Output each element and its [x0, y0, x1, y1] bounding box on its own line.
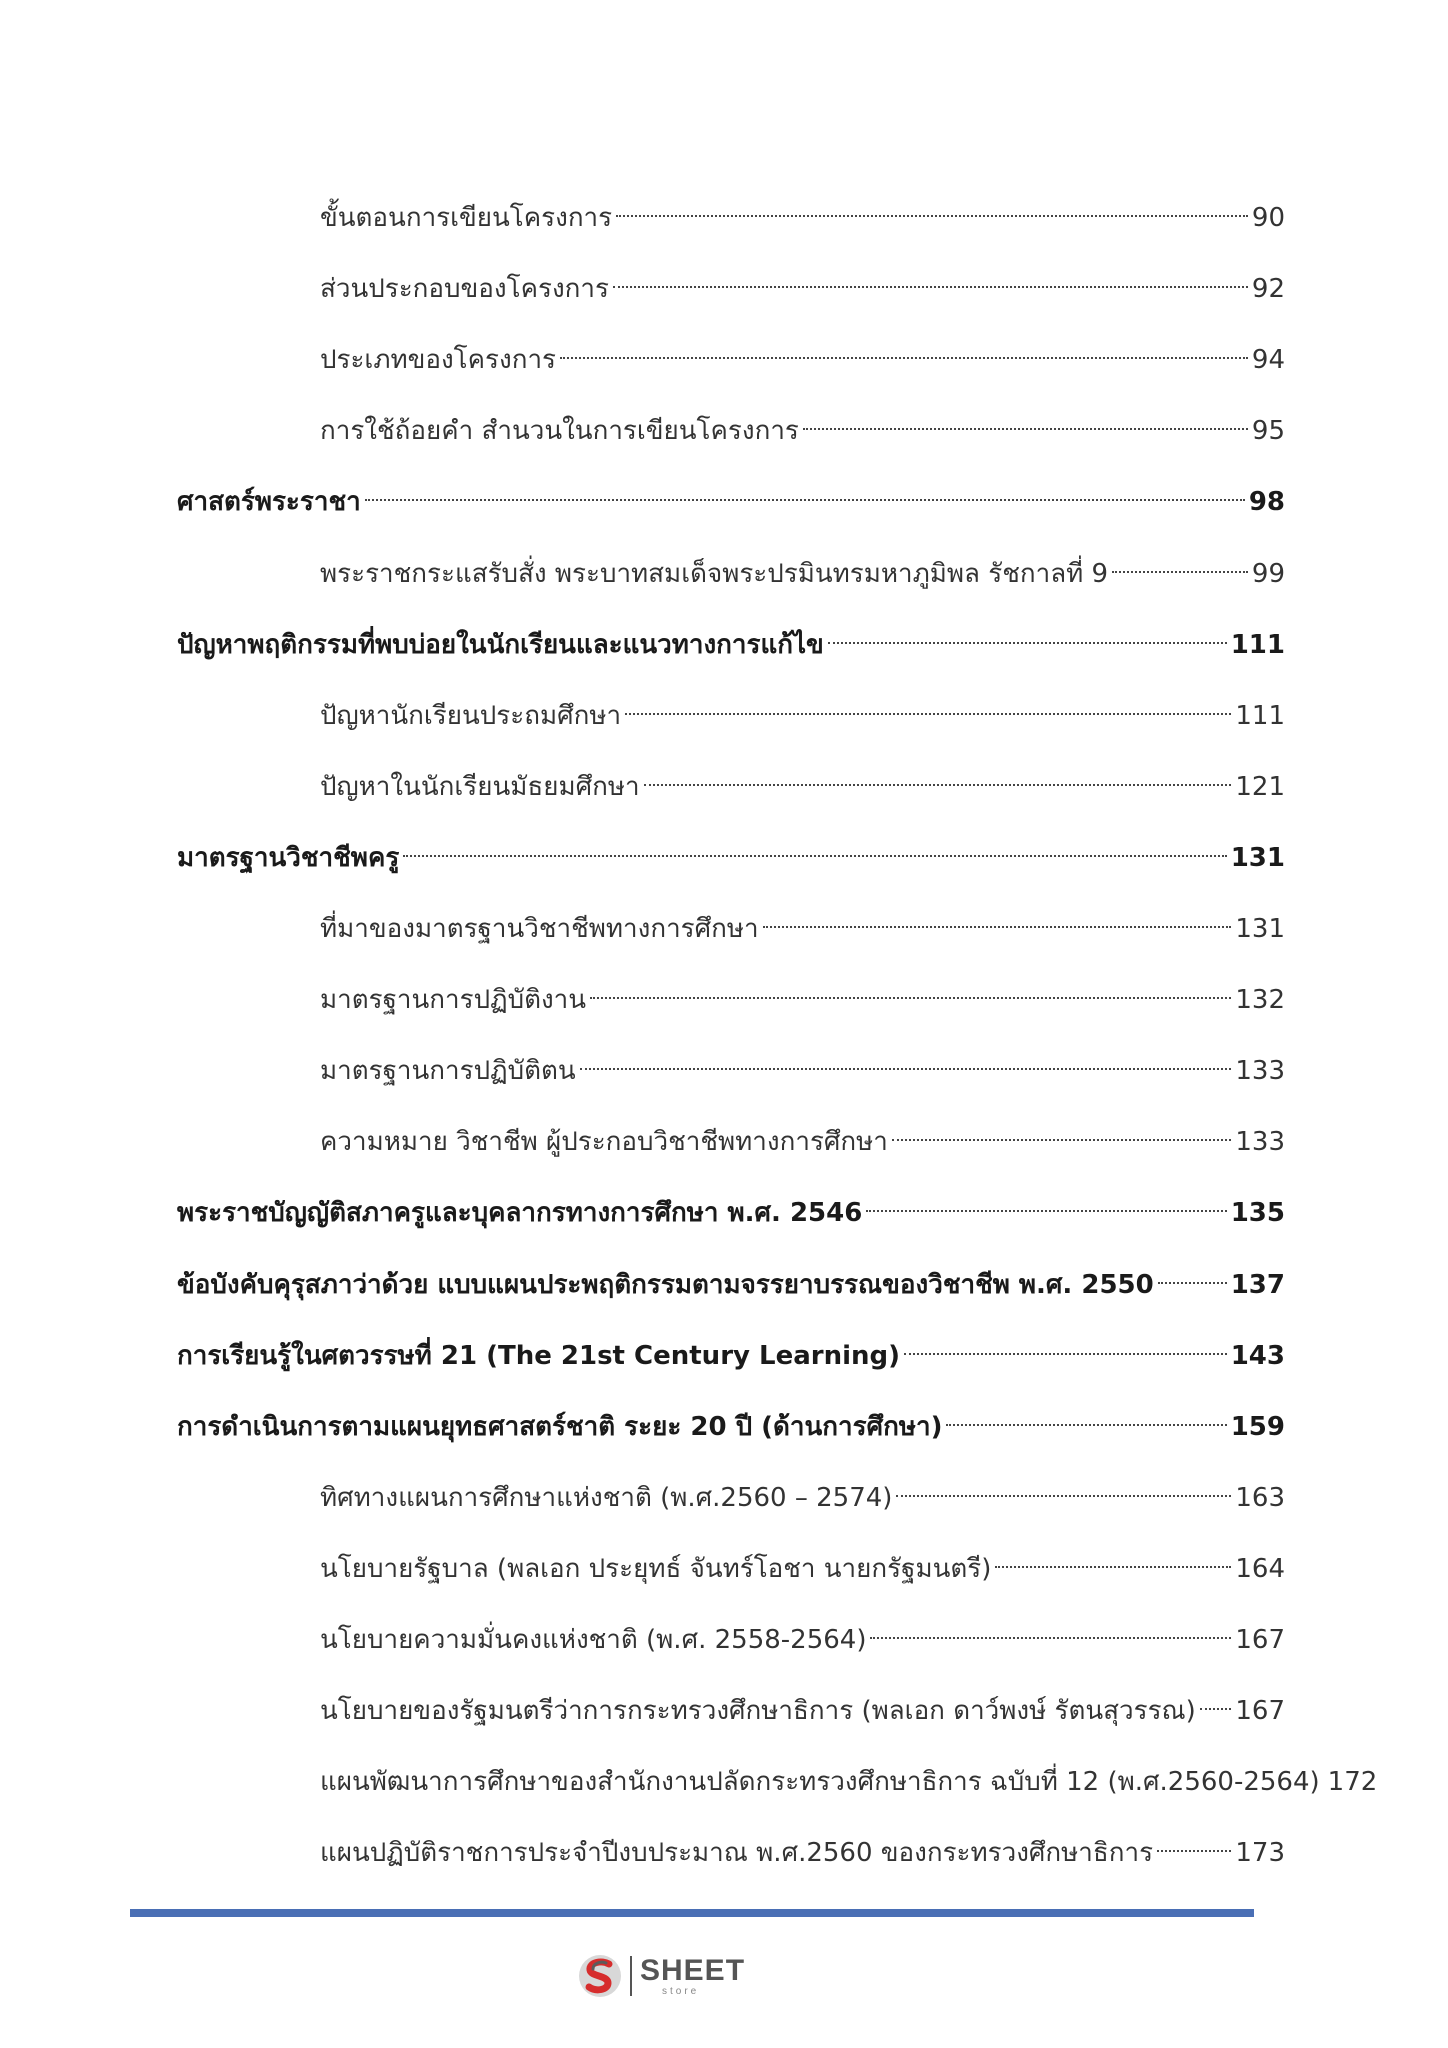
toc-leader-dots: [616, 186, 1248, 226]
toc-entry-title: ประเภทของโครงการ: [320, 345, 557, 376]
toc-subsection-entry: [320, 328, 1285, 376]
toc-entry-title: ส่วนประกอบของโครงการ: [320, 274, 609, 305]
toc-entry-page: 143: [1230, 1340, 1285, 1371]
toc-leader-dots: [1157, 1821, 1231, 1861]
toc-entry-page: 90: [1251, 203, 1285, 233]
toc-entry-title: นโยบายความมั่นคงแห่งชาติ (พ.ศ. 2558-2564): [320, 1625, 867, 1655]
toc-entry-title: มาตรฐานการปฏิบัติงาน: [320, 985, 587, 1016]
toc-entry-title: ขั้นตอนการเขียนโครงการ: [320, 203, 613, 233]
toc-leader-dots: [625, 684, 1231, 724]
toc-section-entry: [177, 1324, 1285, 1371]
toc-entry-page: 111: [1230, 629, 1285, 660]
toc-leader-dots: [866, 1181, 1226, 1221]
toc-entry-page: 167: [1235, 1696, 1285, 1727]
toc-entry-page: 167: [1235, 1625, 1285, 1655]
logo-word: SHEET: [640, 1953, 746, 1987]
toc-leader-dots: [1158, 1253, 1227, 1293]
toc-entry-title: ปัญหาในนักเรียนมัธยมศึกษา: [320, 771, 640, 802]
toc-entry-page: 98: [1248, 487, 1285, 518]
toc-entry-page: 121: [1235, 771, 1285, 802]
toc-leader-dots: [590, 968, 1231, 1008]
toc-subsection-entry: [320, 1039, 1285, 1087]
toc-subsection-entry: [320, 968, 1285, 1016]
toc-entry-title: มาตรฐานวิชาชีพครู: [177, 842, 400, 873]
toc-entry-title: ความหมาย วิชาชีพ ผู้ประกอบวิชาชีพทางการศึกษา: [320, 1127, 888, 1158]
toc-leader-dots: [1200, 1679, 1232, 1719]
logo-sub: store: [662, 1985, 700, 1997]
toc-subsection-entry: [320, 1821, 1285, 1869]
toc-entry-title: ศาสตร์พระราชา: [177, 487, 361, 518]
toc-entry-page: 159: [1230, 1411, 1285, 1442]
toc-leader-dots: [580, 1039, 1232, 1079]
toc-subsection-entry: [320, 1110, 1285, 1158]
toc-entry-title: ปัญหานักเรียนประถมศึกษา: [320, 700, 622, 731]
toc-entry-title: มาตรฐานการปฏิบัติตน: [320, 1056, 576, 1087]
toc-entry-title: ปัญหาพฤติกรรมที่พบบ่อยในนักเรียนและแนวทางการแก้ไข: [177, 629, 824, 660]
toc-entry-title: การดำเนินการตามแผนยุทธศาสตร์ชาติ ระยะ 20 ปี (ด้านการศึกษา): [177, 1411, 943, 1442]
toc-entry-page: 137: [1230, 1269, 1285, 1300]
toc-entry-page: 133: [1235, 1056, 1285, 1087]
toc-section-entry: [177, 826, 1285, 873]
footer-divider: [130, 1909, 1254, 1917]
toc-subsection-entry: [320, 1608, 1285, 1655]
toc-subsection-entry: [320, 1679, 1285, 1727]
toc-entry-title: การเรียนรู้ในศตวรรษที่ 21 (The 21st Century Learning): [177, 1340, 901, 1371]
toc-leader-dots: [896, 1466, 1231, 1506]
toc-leader-dots: [763, 897, 1232, 937]
toc-leader-dots: [892, 1110, 1231, 1150]
toc-entry-title: นโยบายรัฐบาล (พลเอก ประยุทธ์ จันทร์โอชา นายกรัฐมนตรี): [320, 1553, 992, 1584]
toc-subsection-entry: [320, 897, 1285, 944]
toc-entry-title: ที่มาของมาตรฐานวิชาชีพทางการศึกษา: [320, 914, 759, 944]
toc-section-entry: [177, 613, 1285, 660]
toc-entry-title: นโยบายของรัฐมนตรีว่าการกระทรวงศึกษาธิการ (พลเอก ดาว์พงษ์ รัตนสุวรรณ): [320, 1696, 1196, 1727]
toc-entry-page: 111: [1235, 700, 1285, 731]
toc-leader-dots: [904, 1324, 1227, 1364]
toc-leader-dots: [560, 328, 1248, 368]
toc-leader-dots: [828, 613, 1227, 653]
toc-subsection-entry: [320, 1466, 1285, 1513]
logo-text: [640, 1953, 746, 1997]
toc-section-entry: [177, 1253, 1285, 1300]
toc-subsection-entry: [320, 186, 1285, 233]
toc-section-entry: [177, 1395, 1285, 1442]
toc-section-entry: [177, 470, 1285, 518]
toc-subsection-entry: [320, 1537, 1285, 1584]
toc-leader-dots: [613, 257, 1248, 297]
toc-entry-page: 172: [1327, 1767, 1378, 1798]
toc-entry-page: 132: [1235, 985, 1285, 1016]
toc-leader-dots: [870, 1608, 1231, 1648]
toc-subsection-entry: [320, 1750, 1378, 1798]
toc-entry-title: ข้อบังคับคุรุสภาว่าด้วย แบบแผนประพฤติกรรมตามจรรยาบรรณของวิชาชีพ พ.ศ. 2550: [177, 1269, 1154, 1300]
toc-leader-dots: [1112, 542, 1248, 582]
toc-entry-page: 99: [1251, 558, 1285, 589]
toc-leader-dots: [803, 399, 1248, 439]
toc-entry-page: 135: [1230, 1198, 1285, 1229]
toc-entry-title: พระราชบัญญัติสภาครูและบุคลากรทางการศึกษา พ.ศ. 2546: [177, 1198, 863, 1229]
toc-entry-page: 173: [1235, 1838, 1285, 1869]
toc-entry-page: 133: [1235, 1127, 1285, 1158]
toc-leader-dots: [995, 1537, 1231, 1577]
sheet-store-s-logo-icon: [576, 1952, 624, 2000]
toc-entry-title: การใช้ถ้อยคำ สำนวนในการเขียนโครงการ: [320, 416, 799, 447]
toc-subsection-entry: [320, 755, 1285, 802]
toc-entry-page: 95: [1251, 416, 1285, 447]
toc-entry-page: 94: [1251, 345, 1285, 376]
toc-subsection-entry: [320, 257, 1285, 305]
toc-leader-dots: [365, 470, 1245, 510]
toc-entry-title: พระราชกระแสรับสั่ง พระบาทสมเด็จพระปรมินทรมหาภูมิพล รัชกาลที่ 9: [320, 558, 1109, 589]
toc-leader-dots: [644, 755, 1232, 795]
toc-entry-page: 131: [1230, 842, 1285, 873]
sheet-store-logo: [576, 1950, 745, 2002]
toc-section-entry: [177, 1181, 1285, 1229]
toc-entry-title: แผนพัฒนาการศึกษาของสำนักงานปลัดกระทรวงศึกษาธิการ ฉบับที่ 12 (พ.ศ.2560-2564): [320, 1767, 1320, 1798]
toc-entry-title: แผนปฏิบัติราชการประจำปีงบประมาณ พ.ศ.2560 ของกระทรวงศึกษาธิการ: [320, 1838, 1154, 1869]
toc-leader-dots: [946, 1395, 1226, 1435]
toc-entry-page: 164: [1235, 1553, 1285, 1584]
toc-entry-page: 92: [1251, 274, 1285, 305]
toc-entry-title: ทิศทางแผนการศึกษาแห่งชาติ (พ.ศ.2560 – 2574): [320, 1482, 893, 1513]
toc-entry-page: 131: [1235, 914, 1285, 944]
logo-separator: [630, 1956, 632, 1996]
toc-entry-page: 163: [1235, 1482, 1285, 1513]
toc-subsection-entry: [320, 399, 1285, 447]
toc-subsection-entry: [320, 684, 1285, 731]
toc-leader-dots: [403, 826, 1226, 866]
toc-subsection-entry: [320, 542, 1285, 589]
